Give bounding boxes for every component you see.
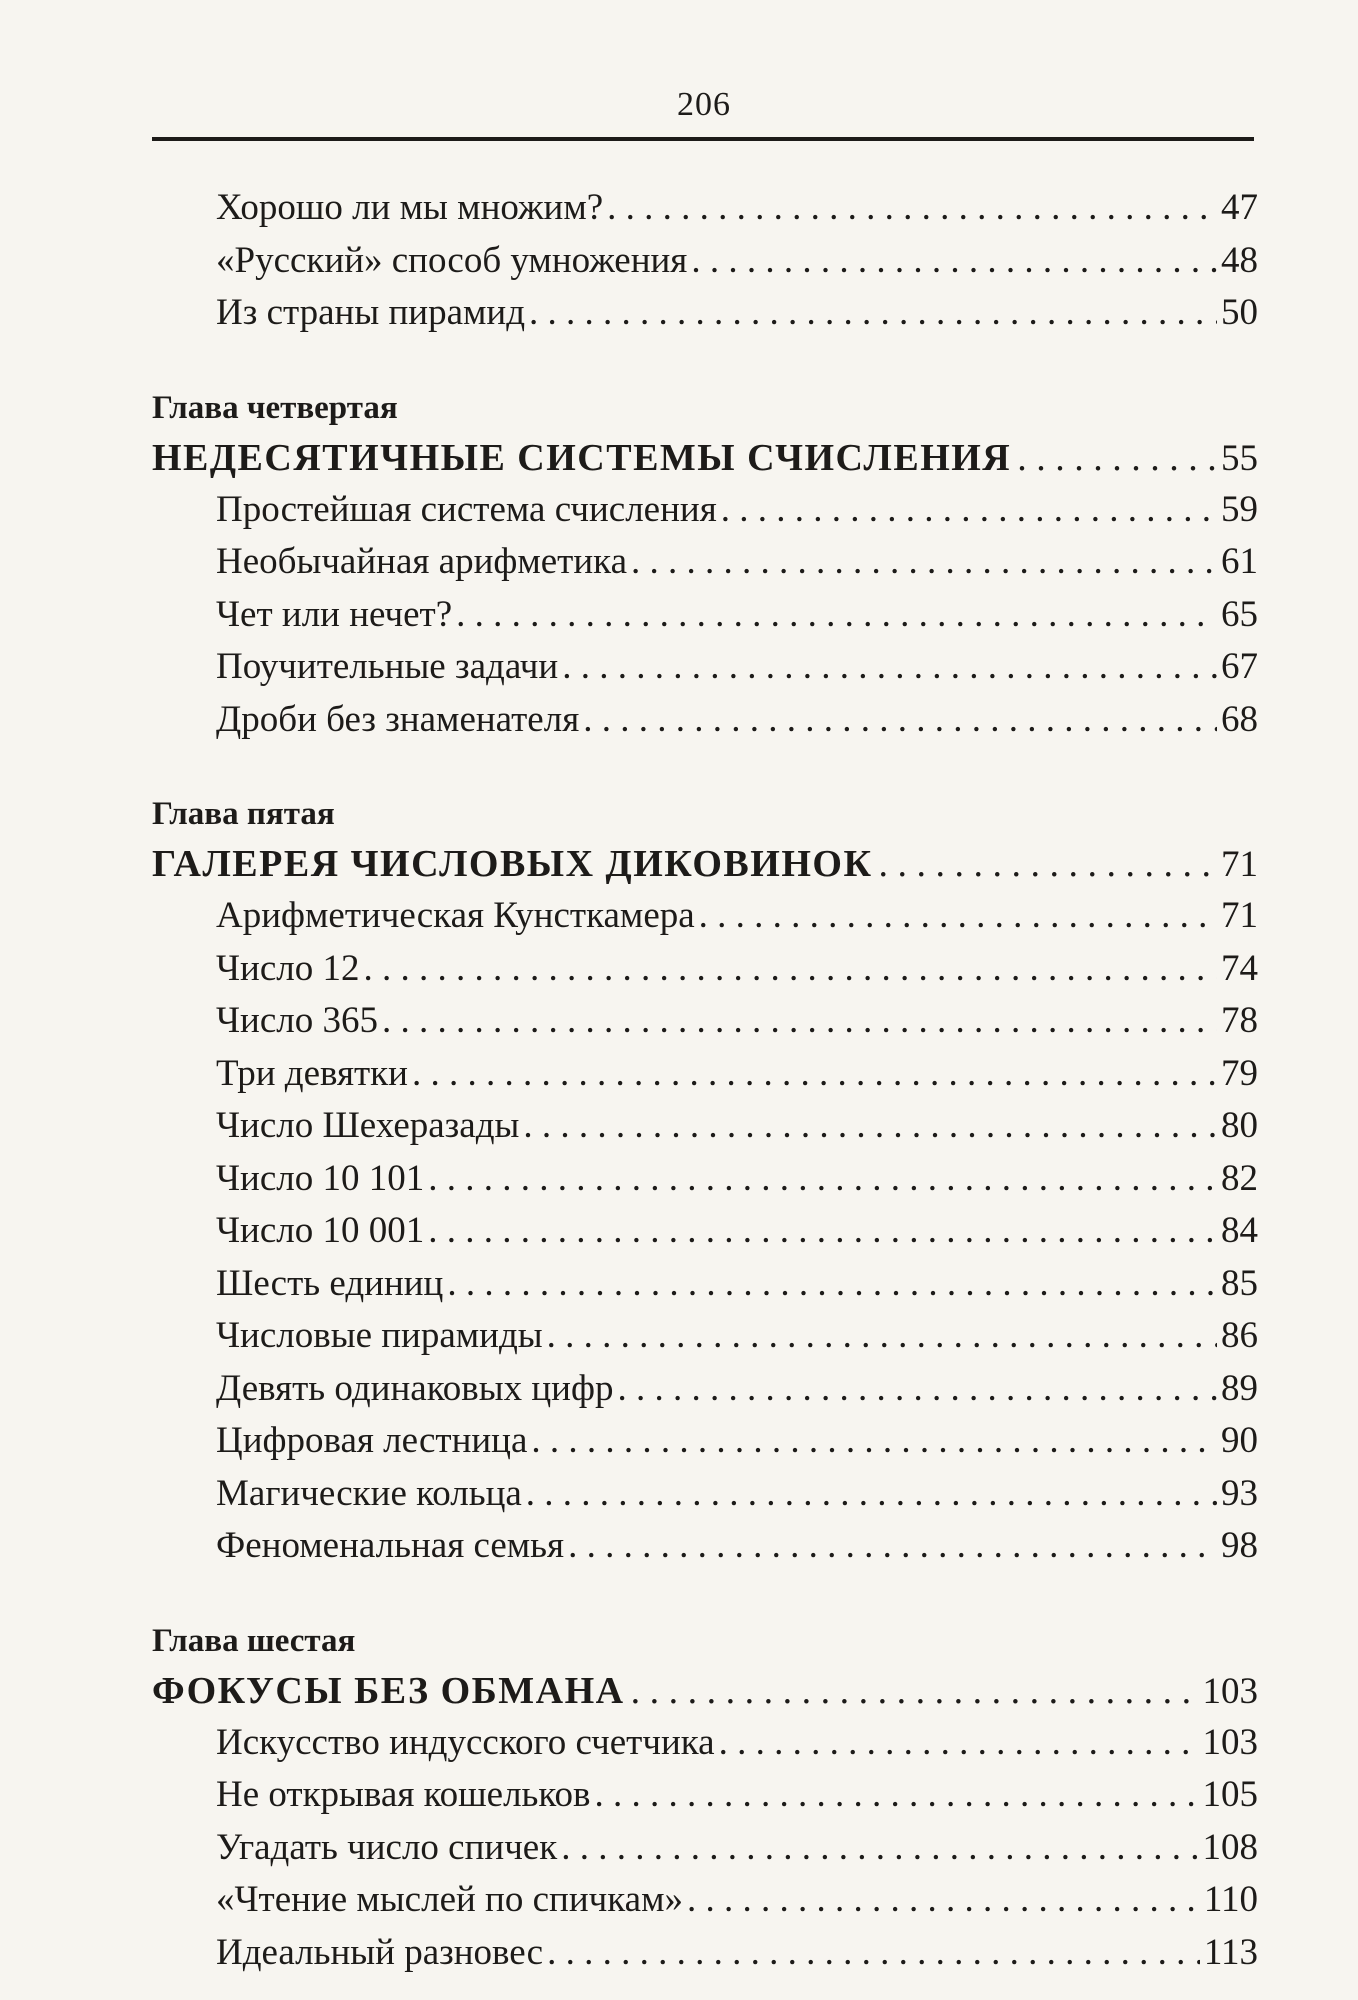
toc-entry[interactable] — [216, 1769, 1258, 1822]
toc-entry-page: 80 — [1221, 1105, 1258, 1146]
dot-leader — [631, 1665, 1197, 1717]
toc-entry-title: Шесть единиц — [216, 1262, 444, 1304]
dot-leader — [547, 1927, 1200, 1980]
toc-entry-title: Числовые пирамиды — [216, 1315, 543, 1356]
toc-entry-page: 108 — [1202, 1826, 1258, 1868]
toc-entry-page: 86 — [1221, 1315, 1258, 1356]
toc-entry[interactable] — [216, 1415, 1258, 1468]
toc-entry[interactable] — [216, 589, 1258, 642]
toc-entry-title: Цифровая лестница — [216, 1420, 528, 1461]
dot-leader — [412, 1048, 1217, 1101]
toc-entry-page: 59 — [1221, 488, 1258, 530]
dot-leader — [523, 1100, 1217, 1153]
dot-leader — [583, 694, 1217, 747]
toc-entry[interactable] — [216, 1520, 1258, 1573]
toc-entry-page: 113 — [1203, 1931, 1258, 1973]
chapter-label: Глава четвертая — [152, 389, 398, 426]
toc-entry[interactable] — [216, 890, 1258, 943]
dot-leader — [617, 1363, 1217, 1416]
toc-entry-page: 50 — [1221, 292, 1258, 333]
toc-entry-page: 78 — [1221, 1000, 1258, 1041]
toc-entry-page: 85 — [1221, 1262, 1258, 1304]
toc-entry-title: Магические кольца — [216, 1472, 522, 1514]
toc-entry[interactable] — [216, 287, 1258, 340]
toc-entry[interactable] — [216, 1048, 1258, 1101]
toc-entry-page: 71 — [1221, 895, 1258, 936]
toc-entry-title: Поучительные задачи — [216, 646, 559, 687]
toc-entry-page: 105 — [1202, 1774, 1258, 1815]
toc-entry-title: «Русский» способ умножения — [216, 239, 688, 281]
table-of-contents — [152, 182, 1258, 1979]
toc-entry-title: Необычайная арифметика — [216, 541, 627, 582]
toc-entry-title: Число 365 — [216, 1000, 378, 1041]
toc-entry[interactable] — [216, 1205, 1258, 1258]
chapter-title-text: ГАЛЕРЕЯ ЧИСЛОВЫХ ДИКОВИНОК — [152, 843, 873, 885]
toc-entry-title: Хорошо ли мы множим? — [216, 187, 604, 228]
toc-entry[interactable] — [216, 1153, 1258, 1206]
toc-entry-title: Чет или нечет? — [216, 593, 453, 635]
chapter-page: 55 — [1221, 437, 1258, 479]
toc-entry-page: 67 — [1221, 646, 1258, 687]
toc-entry-title: Простейшая система счисления — [216, 488, 717, 530]
toc-entry[interactable] — [216, 641, 1258, 694]
toc-entry-title: Число 12 — [216, 947, 360, 989]
toc-entry-page: 110 — [1203, 1879, 1258, 1920]
toc-entry-title: «Чтение мыслей по спичкам» — [216, 1879, 683, 1920]
toc-entry-page: 90 — [1221, 1420, 1258, 1461]
dot-leader — [531, 1415, 1217, 1468]
toc-entry[interactable] — [216, 1927, 1258, 1980]
toc-entry[interactable] — [216, 484, 1258, 537]
toc-entry-page: 74 — [1221, 947, 1258, 989]
dot-leader — [447, 1258, 1217, 1311]
chapter-label: Глава пятая — [152, 796, 335, 832]
toc-entry-title: Число 10 001 — [216, 1210, 425, 1251]
chapter-label: Глава шестая — [152, 1622, 356, 1659]
toc-entry[interactable] — [216, 1717, 1258, 1770]
toc-entry-page: 103 — [1202, 1721, 1258, 1763]
toc-entry[interactable] — [216, 235, 1258, 288]
dot-leader — [687, 1874, 1200, 1927]
toc-entry[interactable] — [216, 1822, 1258, 1875]
toc-entry[interactable] — [216, 1310, 1258, 1363]
dot-leader — [699, 890, 1217, 943]
toc-entry-title: Число 10 101 — [216, 1157, 425, 1199]
toc-entry[interactable] — [216, 1258, 1258, 1311]
dot-leader — [595, 1769, 1199, 1822]
toc-entry-page: 65 — [1221, 593, 1258, 635]
chapter-title-text: НЕДЕСЯТИЧНЫЕ СИСТЕМЫ СЧИСЛЕНИЯ — [152, 436, 1012, 479]
toc-entry-page: 84 — [1221, 1210, 1258, 1251]
toc-entry[interactable] — [216, 943, 1258, 996]
chapter-title[interactable] — [152, 432, 1258, 484]
toc-entry-page: 82 — [1221, 1157, 1258, 1199]
dot-leader — [529, 287, 1217, 340]
toc-entry-title: Идеальный разновес — [216, 1931, 544, 1973]
toc-entry-title: Феноменальная семья — [216, 1525, 565, 1566]
page-number: 206 — [677, 86, 731, 123]
toc-entry[interactable] — [216, 694, 1258, 747]
dot-leader — [363, 943, 1217, 996]
dot-leader — [428, 1205, 1217, 1258]
toc-entry-page: 98 — [1221, 1525, 1258, 1566]
dot-leader — [1017, 432, 1215, 484]
toc-entry-title: Число Шехеразады — [216, 1105, 520, 1146]
dot-leader — [631, 536, 1217, 589]
toc-entry-title: Три девятки — [216, 1052, 408, 1094]
dot-leader — [721, 484, 1217, 537]
toc-entry[interactable] — [216, 1100, 1258, 1153]
toc-entry[interactable] — [216, 995, 1258, 1048]
toc-entry-page: 79 — [1221, 1052, 1258, 1094]
dot-leader — [568, 1520, 1217, 1573]
dot-leader — [382, 995, 1217, 1048]
dot-leader — [879, 838, 1216, 890]
dot-leader — [562, 641, 1217, 694]
toc-entry-page: 47 — [1221, 187, 1258, 228]
toc-entry[interactable] — [216, 1363, 1258, 1416]
dot-leader — [526, 1468, 1217, 1521]
dot-leader — [561, 1822, 1198, 1875]
chapter-page: 71 — [1221, 844, 1258, 885]
dot-leader — [456, 589, 1217, 642]
toc-entry-title: Искусство индусского счетчика — [216, 1721, 715, 1763]
toc-entry-page: 89 — [1221, 1367, 1258, 1409]
toc-entry[interactable] — [216, 536, 1258, 589]
toc-entry-title: Угадать число спичек — [216, 1826, 558, 1868]
toc-entry-title: Арифметическая Кунсткамера — [216, 895, 695, 936]
chapter-title[interactable] — [152, 838, 1258, 890]
chapter-title[interactable] — [152, 1665, 1258, 1717]
toc-entry[interactable] — [216, 182, 1258, 235]
toc-entry-title: Девять одинаковых цифр — [216, 1367, 614, 1409]
toc-entry[interactable] — [216, 1468, 1258, 1521]
dot-leader — [428, 1153, 1217, 1206]
dot-leader — [719, 1717, 1199, 1770]
toc-entry-title: Дроби без знаменателя — [216, 698, 580, 740]
dot-leader — [691, 235, 1217, 288]
header-rule — [152, 137, 1254, 141]
toc-entry-page: 93 — [1221, 1472, 1258, 1514]
dot-leader — [547, 1310, 1217, 1363]
toc-entry[interactable] — [216, 1874, 1258, 1927]
toc-entry-title: Из страны пирамид — [216, 292, 526, 333]
chapter-title-text: ФОКУСЫ БЕЗ ОБМАНА — [152, 1669, 625, 1712]
toc-entry-page: 61 — [1221, 541, 1258, 582]
chapter-page: 103 — [1202, 1670, 1258, 1712]
toc-entry-page: 68 — [1221, 698, 1258, 740]
toc-entry-page: 48 — [1221, 239, 1258, 281]
dot-leader — [607, 182, 1217, 235]
toc-entry-title: Не открывая кошельков — [216, 1774, 591, 1815]
